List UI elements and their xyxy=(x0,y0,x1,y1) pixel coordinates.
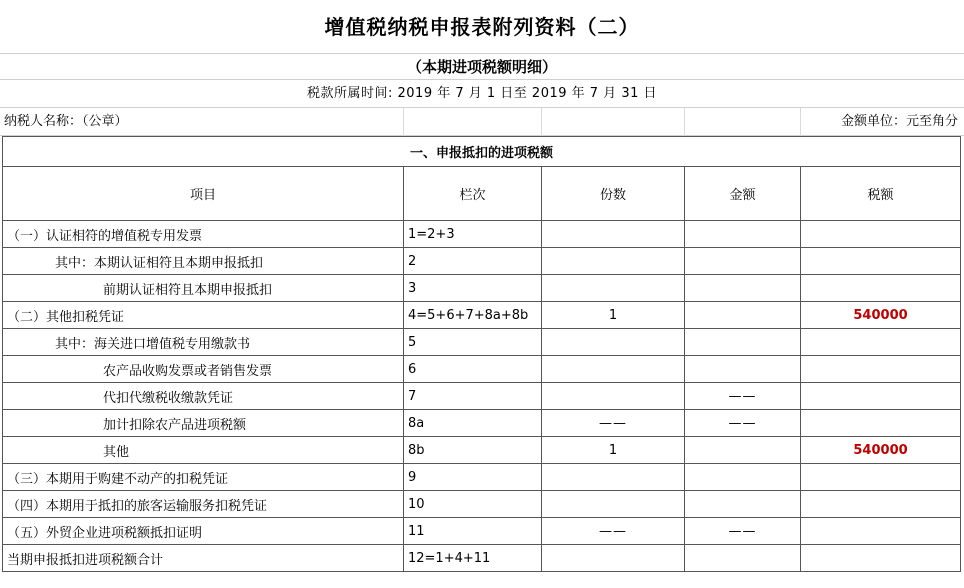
row-amount[interactable] xyxy=(685,221,801,248)
row-tax[interactable] xyxy=(801,356,961,383)
row-line: 3 xyxy=(404,275,542,302)
row-amount[interactable] xyxy=(685,356,801,383)
row-item: 其他 xyxy=(3,437,404,464)
row-tax[interactable] xyxy=(801,248,961,275)
table-row xyxy=(3,356,961,383)
row-line: 4=5+6+7+8a+8b xyxy=(404,302,542,329)
row-line: 12=1+4+11 xyxy=(404,545,542,572)
row-count[interactable]: 1 xyxy=(542,302,685,329)
header-line: 栏次 xyxy=(404,167,542,221)
header-count: 份数 xyxy=(542,167,685,221)
table-row xyxy=(3,437,961,464)
row-tax[interactable] xyxy=(801,221,961,248)
table-row xyxy=(3,302,961,329)
section-header-row xyxy=(3,137,961,167)
table-row xyxy=(3,248,961,275)
row-count[interactable] xyxy=(542,221,685,248)
row-line: 8b xyxy=(404,437,542,464)
amount-unit-label: 金额单位：元至角分 xyxy=(840,114,958,129)
row-amount[interactable] xyxy=(685,275,801,302)
row-item: 代扣代缴税收缴款凭证 xyxy=(3,383,404,410)
row-item: （二）其他扣税凭证 xyxy=(3,302,404,329)
taxpayer-name-label: 纳税人名称：（公章） xyxy=(4,114,128,129)
row-count[interactable] xyxy=(542,275,685,302)
row-line: 9 xyxy=(404,464,542,491)
row-count[interactable] xyxy=(542,329,685,356)
row-tax[interactable] xyxy=(801,518,961,545)
row-amount: —— xyxy=(685,383,801,410)
table-row xyxy=(3,410,961,437)
tax-period: 税款所属时间: 2019 年 7 月 1 日至 2019 年 7 月 31 日 xyxy=(0,80,964,108)
header-item: 项目 xyxy=(3,167,404,221)
row-line: 5 xyxy=(404,329,542,356)
form-subtitle: （本期进项税额明细） xyxy=(0,54,964,80)
divider xyxy=(684,108,685,136)
row-item: （五）外贸企业进项税额抵扣证明 xyxy=(3,518,404,545)
row-count[interactable] xyxy=(542,545,685,572)
row-tax[interactable]: 540000 xyxy=(801,437,961,464)
row-item: 其中：海关进口增值税专用缴款书 xyxy=(3,329,404,356)
row-count[interactable] xyxy=(542,464,685,491)
header-amount: 金额 xyxy=(685,167,801,221)
row-count: —— xyxy=(542,518,685,545)
header-tax: 税额 xyxy=(801,167,961,221)
row-amount[interactable] xyxy=(685,491,801,518)
row-tax[interactable] xyxy=(801,491,961,518)
row-tax[interactable] xyxy=(801,545,961,572)
row-tax[interactable] xyxy=(801,410,961,437)
input-tax-table xyxy=(2,136,961,572)
row-item: 其中：本期认证相符且本期申报抵扣 xyxy=(3,248,404,275)
row-count[interactable] xyxy=(542,383,685,410)
divider xyxy=(541,108,542,136)
row-item: （三）本期用于购建不动产的扣税凭证 xyxy=(3,464,404,491)
taxpayer-info-row xyxy=(0,108,964,136)
divider xyxy=(403,108,404,136)
form-title: 增值税纳税申报表附列资料（二） xyxy=(0,0,964,54)
row-amount: —— xyxy=(685,518,801,545)
row-item: 前期认证相符且本期申报抵扣 xyxy=(3,275,404,302)
row-tax[interactable] xyxy=(801,329,961,356)
row-line: 7 xyxy=(404,383,542,410)
row-line: 10 xyxy=(404,491,542,518)
row-item: （四）本期用于抵扣的旅客运输服务扣税凭证 xyxy=(3,491,404,518)
row-tax[interactable] xyxy=(801,275,961,302)
row-line: 11 xyxy=(404,518,542,545)
table-row xyxy=(3,545,961,572)
row-count[interactable] xyxy=(542,356,685,383)
row-count[interactable] xyxy=(542,491,685,518)
table-row xyxy=(3,383,961,410)
row-line: 6 xyxy=(404,356,542,383)
table-row xyxy=(3,518,961,545)
row-tax[interactable] xyxy=(801,464,961,491)
row-amount[interactable] xyxy=(685,302,801,329)
row-count[interactable]: 1 xyxy=(542,437,685,464)
row-amount[interactable] xyxy=(685,329,801,356)
table-row xyxy=(3,491,961,518)
row-count: —— xyxy=(542,410,685,437)
row-item: （一）认证相符的增值税专用发票 xyxy=(3,221,404,248)
row-line: 8a xyxy=(404,410,542,437)
table-row xyxy=(3,275,961,302)
row-item: 当期申报抵扣进项税额合计 xyxy=(3,545,404,572)
row-amount[interactable] xyxy=(685,248,801,275)
row-item: 农产品收购发票或者销售发票 xyxy=(3,356,404,383)
row-amount[interactable] xyxy=(685,437,801,464)
table-row xyxy=(3,221,961,248)
row-amount[interactable] xyxy=(685,464,801,491)
row-tax[interactable] xyxy=(801,383,961,410)
section-title: 一、申报抵扣的进项税额 xyxy=(3,137,961,167)
row-tax[interactable]: 540000 xyxy=(801,302,961,329)
row-line: 1=2+3 xyxy=(404,221,542,248)
row-amount: —— xyxy=(685,410,801,437)
row-amount[interactable] xyxy=(685,545,801,572)
row-item: 加计扣除农产品进项税额 xyxy=(3,410,404,437)
row-line: 2 xyxy=(404,248,542,275)
table-row xyxy=(3,329,961,356)
divider xyxy=(800,108,801,136)
row-count[interactable] xyxy=(542,248,685,275)
table-row xyxy=(3,464,961,491)
column-header-row xyxy=(3,167,961,221)
